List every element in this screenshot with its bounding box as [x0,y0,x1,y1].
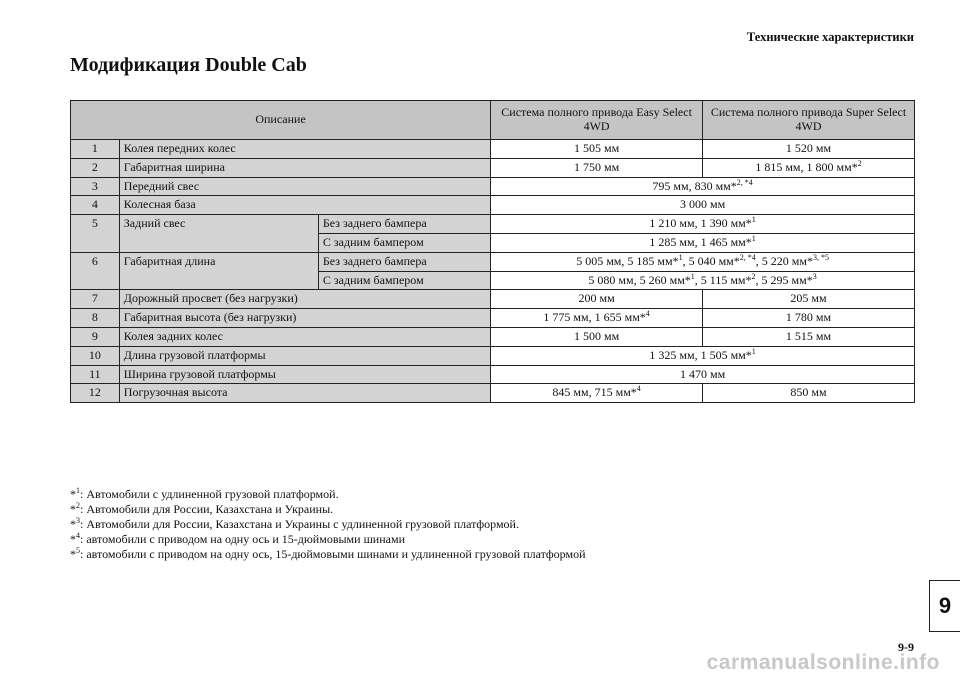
value-text: 5 005 мм, 5 185 мм* [576,253,679,268]
footnote-text: : автомобили с приводом на одну ось и 15-дюймовыми шинами [80,532,405,546]
table-row [71,158,915,177]
value-text: , 5 115 мм* [694,272,752,287]
footnote-ref: 1 [690,271,695,281]
row-label: Габаритная ширина [119,158,490,177]
footnotes [70,487,586,562]
value-super: 1 780 мм [703,309,915,328]
footnote-ref: 4 [636,384,641,394]
footnote-number: 2 [76,501,80,510]
table-row [71,177,915,196]
footnote [70,502,586,517]
footnote [70,532,586,547]
footnote-text: : Автомобили для России, Казахстана и Украины. [80,502,334,516]
value-text: 845 мм, 715 мм* [552,385,637,400]
value-super: 205 мм [703,290,915,309]
row-number: 7 [71,290,120,309]
value-text: , 5 220 мм* [755,253,813,268]
sub-label: Без заднего бампера [318,252,490,271]
value-both [491,252,915,271]
value-easy: 1 500 мм [491,327,703,346]
row-number: 9 [71,327,120,346]
value-super: 1 520 мм [703,140,915,159]
section-header: Технические характеристики [746,30,914,44]
footnote [70,547,586,562]
header-description: Описание [71,101,491,140]
footnote-ref: 2 [857,158,862,168]
table-row [71,140,915,159]
footnote-ref: 1 [678,252,683,262]
footnote-ref: 3, *5 [812,252,829,262]
sub-label: С задним бампером [318,271,490,290]
value-both: 3 000 мм [491,196,915,215]
value-text: 1 325 мм, 1 505 мм* [649,347,752,362]
row-label: Погрузочная высота [119,384,490,403]
footnote-mark: * [70,487,76,501]
table-row [71,290,915,309]
row-number: 11 [71,365,120,384]
value-easy [491,384,703,403]
footnote-number: 4 [76,531,80,540]
footnote-ref: 2, *4 [736,177,753,187]
value-text: 1 210 мм, 1 390 мм* [649,216,752,231]
table-row [71,196,915,215]
value-both [491,271,915,290]
footnote-text: : автомобили с приводом на одну ось, 15-дюймовыми шинами и удлиненной грузовой платформой [80,547,586,561]
row-number: 1 [71,140,120,159]
value-easy: 200 мм [491,290,703,309]
row-number: 6 [71,252,120,290]
row-label: Габаритная высота (без нагрузки) [119,309,490,328]
page-number: 9-9 [898,640,914,654]
value-both: 1 470 мм [491,365,915,384]
value-easy: 1 505 мм [491,140,703,159]
footnote [70,487,586,502]
header-super-select: Система полного привода Super Select 4WD [703,101,915,140]
watermark: carmanualsonline.info [706,651,940,674]
table-row [71,215,915,234]
row-label: Длина грузовой платформы [119,346,490,365]
footnote-ref: 1 [751,233,756,243]
page-title: Модификация Double Cab [70,54,307,76]
footnote [70,517,586,532]
table-row [71,252,915,271]
value-easy: 1 750 мм [491,158,703,177]
footnote-text: : Автомобили для России, Казахстана и Украины с удлиненной грузовой платформой. [80,517,519,531]
row-label: Колесная база [119,196,490,215]
value-text: 1 285 мм, 1 465 мм* [649,234,752,249]
footnote-mark: * [70,517,76,531]
value-text: 1 775 мм, 1 655 мм* [543,310,646,325]
footnote-number: 5 [76,546,80,555]
row-label: Передний свес [119,177,490,196]
footnote-ref: 1 [751,346,756,356]
table-row [71,309,915,328]
footnote-mark: * [70,532,76,546]
table-header-row [71,101,915,140]
row-number: 10 [71,346,120,365]
row-number: 5 [71,215,120,253]
footnote-ref: 2, *4 [739,252,756,262]
value-text: 795 мм, 830 мм* [652,178,737,193]
value-text: 5 080 мм, 5 260 мм* [588,272,691,287]
footnote-number: 1 [76,486,80,495]
footnote-mark: * [70,547,76,561]
table-row [71,365,915,384]
row-label: Габаритная длина [119,252,318,290]
footnote-text: : Автомобили с удлиненной грузовой платформой. [80,487,339,501]
value-super: 850 мм [703,384,915,403]
chapter-tab: 9 [929,580,960,632]
value-easy [491,309,703,328]
value-text: 1 815 мм, 1 800 мм* [755,159,858,174]
footnote-number: 3 [76,516,80,525]
header-easy-select: Система полного привода Easy Select 4WD [491,101,703,140]
value-super [703,158,915,177]
row-label: Задний свес [119,215,318,253]
footnote-ref: 2 [751,271,756,281]
row-number: 12 [71,384,120,403]
row-number: 2 [71,158,120,177]
row-label: Колея задних колес [119,327,490,346]
value-text: , 5 040 мм* [682,253,740,268]
value-both [491,177,915,196]
footnote-ref: 3 [812,271,817,281]
row-label: Дорожный просвет (без нагрузки) [119,290,490,309]
footnote-ref: 1 [751,215,756,225]
spec-table [70,100,915,403]
value-super: 1 515 мм [703,327,915,346]
row-number: 3 [71,177,120,196]
row-label: Колея передних колес [119,140,490,159]
table-row [71,327,915,346]
table-row [71,346,915,365]
row-label: Ширина грузовой платформы [119,365,490,384]
sub-label: Без заднего бампера [318,215,490,234]
row-number: 8 [71,309,120,328]
footnote-ref: 4 [645,309,650,319]
value-both [491,346,915,365]
table-row [71,384,915,403]
footnote-mark: * [70,502,76,516]
sub-label: С задним бампером [318,233,490,252]
value-both [491,233,915,252]
row-number: 4 [71,196,120,215]
value-both [491,215,915,234]
value-text: , 5 295 мм* [755,272,813,287]
